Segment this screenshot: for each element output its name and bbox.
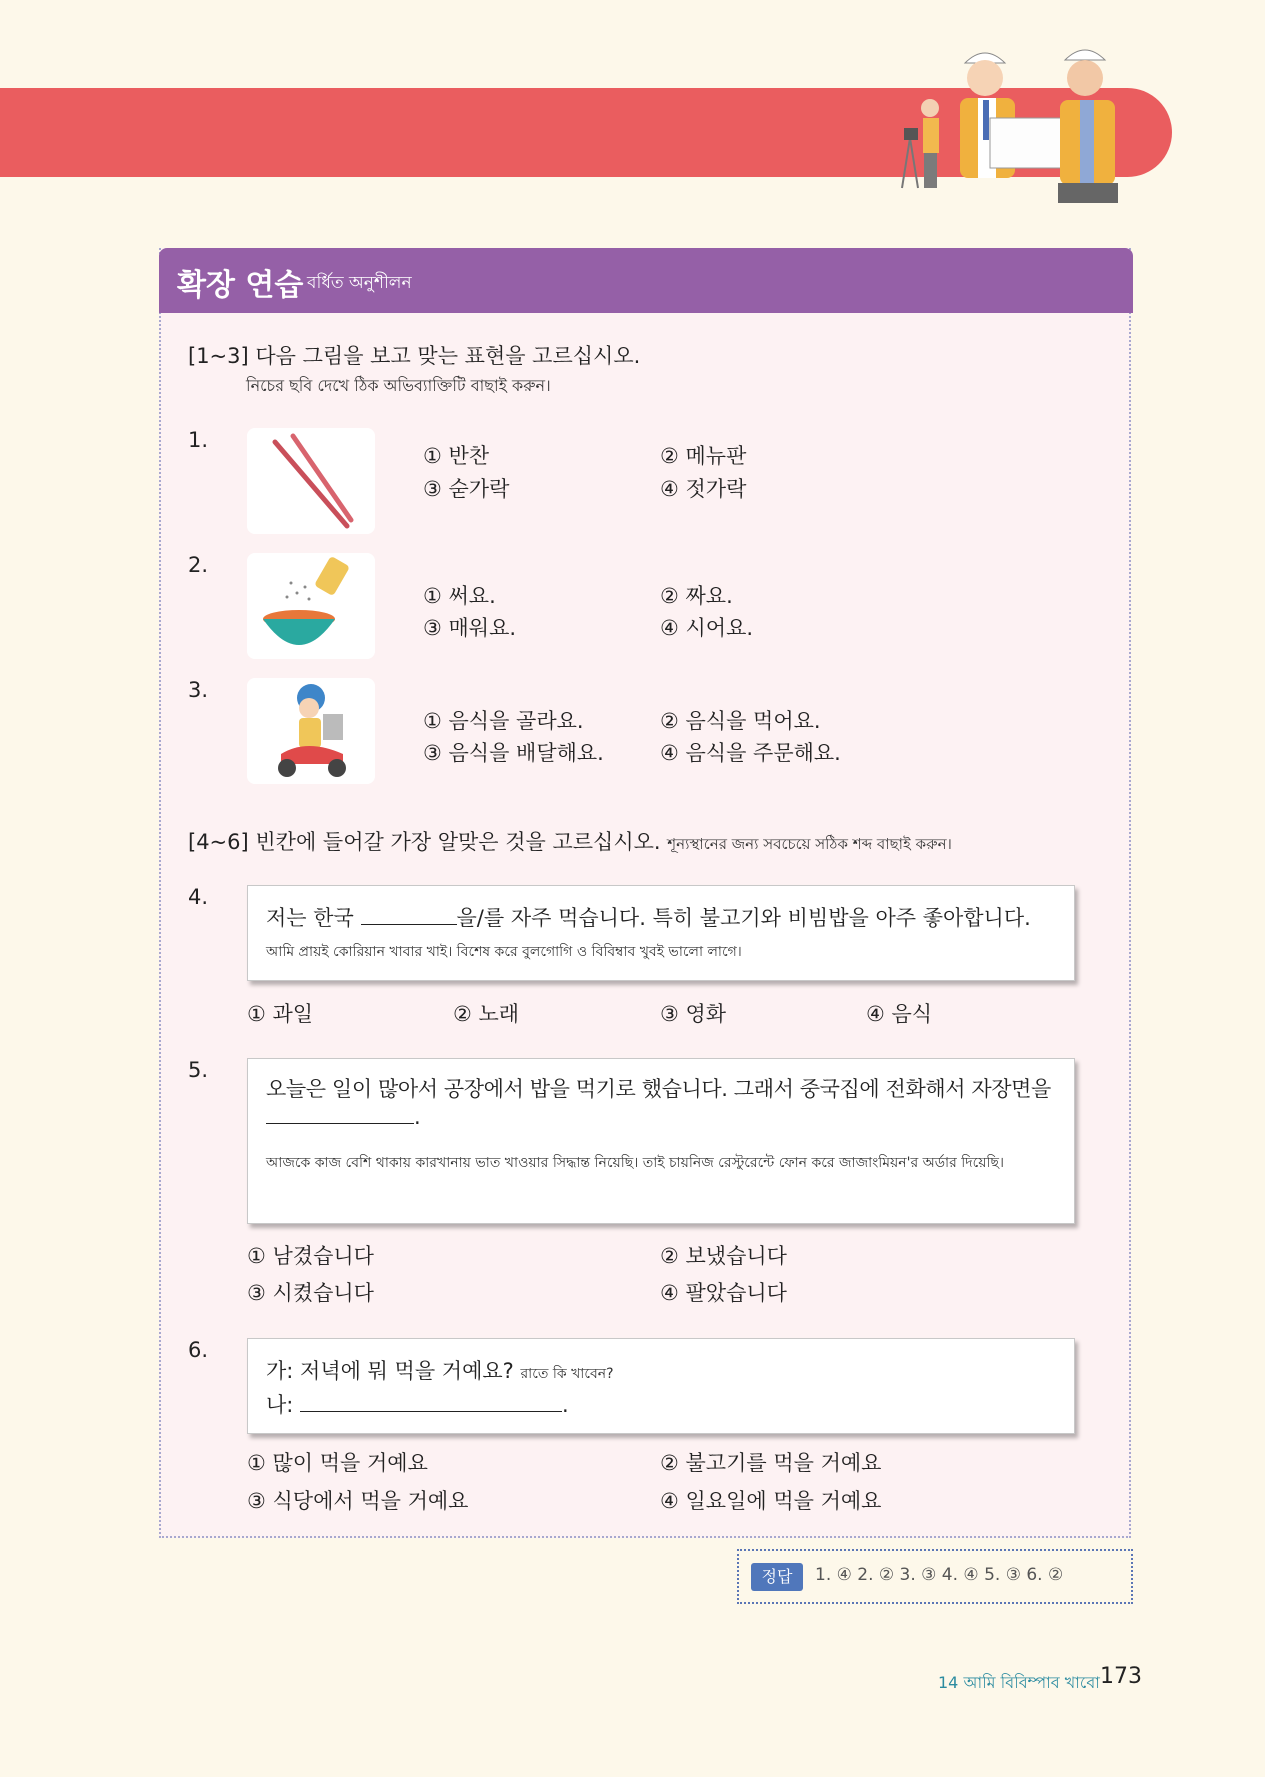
option[interactable]: ① 음식을 골라요.	[423, 709, 584, 733]
delivery-scooter-image	[247, 678, 375, 784]
option[interactable]: ④ 음식을 주문해요.	[660, 741, 841, 765]
question-number: 1.	[188, 428, 209, 452]
question-box	[247, 1338, 1075, 1434]
question-number: 5.	[188, 1058, 209, 1082]
question-text-bn: আজকে কাজ বেশি থাকায় কারখানায় ভাত খাওয়ার সিদ্ধান্ত নিয়েছি। তাই চায়নিজ রেস্টুরেন্টে ফোন করে জাজাংমিয়ন'র অর্ডার দিয়েছি।	[266, 1155, 1004, 1171]
option[interactable]: ② 짜요.	[660, 584, 733, 608]
option[interactable]: ② 보냈습니다	[660, 1244, 787, 1268]
section-title: 확장 연습	[177, 268, 304, 303]
option[interactable]: ② 메뉴판	[660, 444, 747, 468]
option[interactable]: ④ 젓가락	[660, 477, 747, 501]
option[interactable]: ③ 음식을 배달해요.	[423, 741, 604, 765]
salty-soup-image	[247, 553, 375, 659]
question-box	[247, 1058, 1075, 1224]
option[interactable]: ③ 숟가락	[423, 477, 510, 501]
option[interactable]: ④ 음식	[866, 1002, 933, 1026]
dialogue-line-1	[266, 1355, 614, 1386]
option[interactable]: ① 과일	[247, 1002, 314, 1026]
answer-list: 1. ④ 2. ② 3. ③ 4. ④ 5. ③ 6. ②	[815, 1565, 1064, 1585]
question-text-before: 저는 한국	[266, 906, 361, 930]
chapter-title: 14 আমি বিবিম্পাব খাবো	[938, 1673, 1100, 1692]
question-box	[247, 885, 1075, 981]
chopsticks-image	[247, 428, 375, 534]
answer-blank	[300, 1391, 562, 1412]
question-text: 오늘은 일이 많아서 공장에서 밥을 먹기로 했습니다. 그래서 중국집에 전화해서 자장면을	[266, 1077, 1051, 1101]
option[interactable]: ④ 일요일에 먹을 거예요	[660, 1489, 882, 1513]
dialogue-answer-prefix: 나:	[266, 1393, 301, 1417]
option[interactable]: ③ 식당에서 먹을 거예요	[247, 1489, 469, 1513]
section-subtitle: বর্ধিত অনুশীলন	[307, 273, 412, 293]
workers-illustration	[880, 38, 1130, 203]
option[interactable]: ① 반찬	[423, 444, 490, 468]
option[interactable]: ① 많이 먹을 거예요	[247, 1451, 428, 1475]
option[interactable]: ② 노래	[453, 1002, 520, 1026]
option[interactable]: ④ 팔았습니다	[660, 1281, 787, 1305]
option[interactable]: ② 불고기를 먹을 거예요	[660, 1451, 882, 1475]
dialogue-question-bn: রাতে কি খাবেন?	[520, 1366, 614, 1382]
question-number: 2.	[188, 553, 209, 577]
answer-blank-line: .	[266, 1103, 421, 1129]
part1-instruction-bn: নিচের ছবি দেখে ঠিক অভিব্যাক্তিটি বাছাই করুন।	[246, 376, 551, 395]
question-text-after: 을/를 자주 먹습니다. 특히 불고기와 비빔밥을 아주 좋아합니다.	[456, 906, 1031, 930]
option[interactable]: ③ 매워요.	[423, 616, 517, 640]
option[interactable]: ① 써요.	[423, 584, 496, 608]
question-number: 6.	[188, 1338, 209, 1362]
answer-key	[737, 1549, 1133, 1604]
question-number: 4.	[188, 885, 209, 909]
answer-label: 정답	[751, 1563, 803, 1591]
option[interactable]: ③ 시켰습니다	[247, 1281, 374, 1305]
option[interactable]: ③ 영화	[660, 1002, 727, 1026]
question-number: 3.	[188, 678, 209, 702]
dialogue-question: 가: 저녁에 뭐 먹을 거예요?	[266, 1359, 514, 1383]
part1-instruction: [1~3] 다음 그림을 보고 맞는 표현을 고르십시오.	[188, 344, 641, 368]
option[interactable]: ② 음식을 먹어요.	[660, 709, 821, 733]
part2-instruction-bn: শূন্যস্থানের জন্য সবচেয়ে সঠিক শব্দ বাছাই করুন।	[667, 835, 952, 853]
option[interactable]: ④ 시어요.	[660, 616, 754, 640]
part2-instruction	[188, 826, 952, 858]
page-number: 173	[1100, 1664, 1142, 1689]
question-text-bn: আমি প্রায়ই কোরিয়ান খাবার খাই। বিশেষ করে বুলগোগি ও বিবিম্বাব খুবই ভালো লাগে।	[266, 944, 742, 960]
answer-blank	[361, 904, 457, 925]
section-header	[159, 248, 1133, 313]
option[interactable]: ① 남겼습니다	[247, 1244, 374, 1268]
part2-instruction-ko: [4~6] 빈칸에 들어갈 가장 알맞은 것을 고르십시오.	[188, 830, 661, 854]
question-text	[266, 902, 1031, 932]
dialogue-line-2: 나: .	[266, 1393, 569, 1417]
